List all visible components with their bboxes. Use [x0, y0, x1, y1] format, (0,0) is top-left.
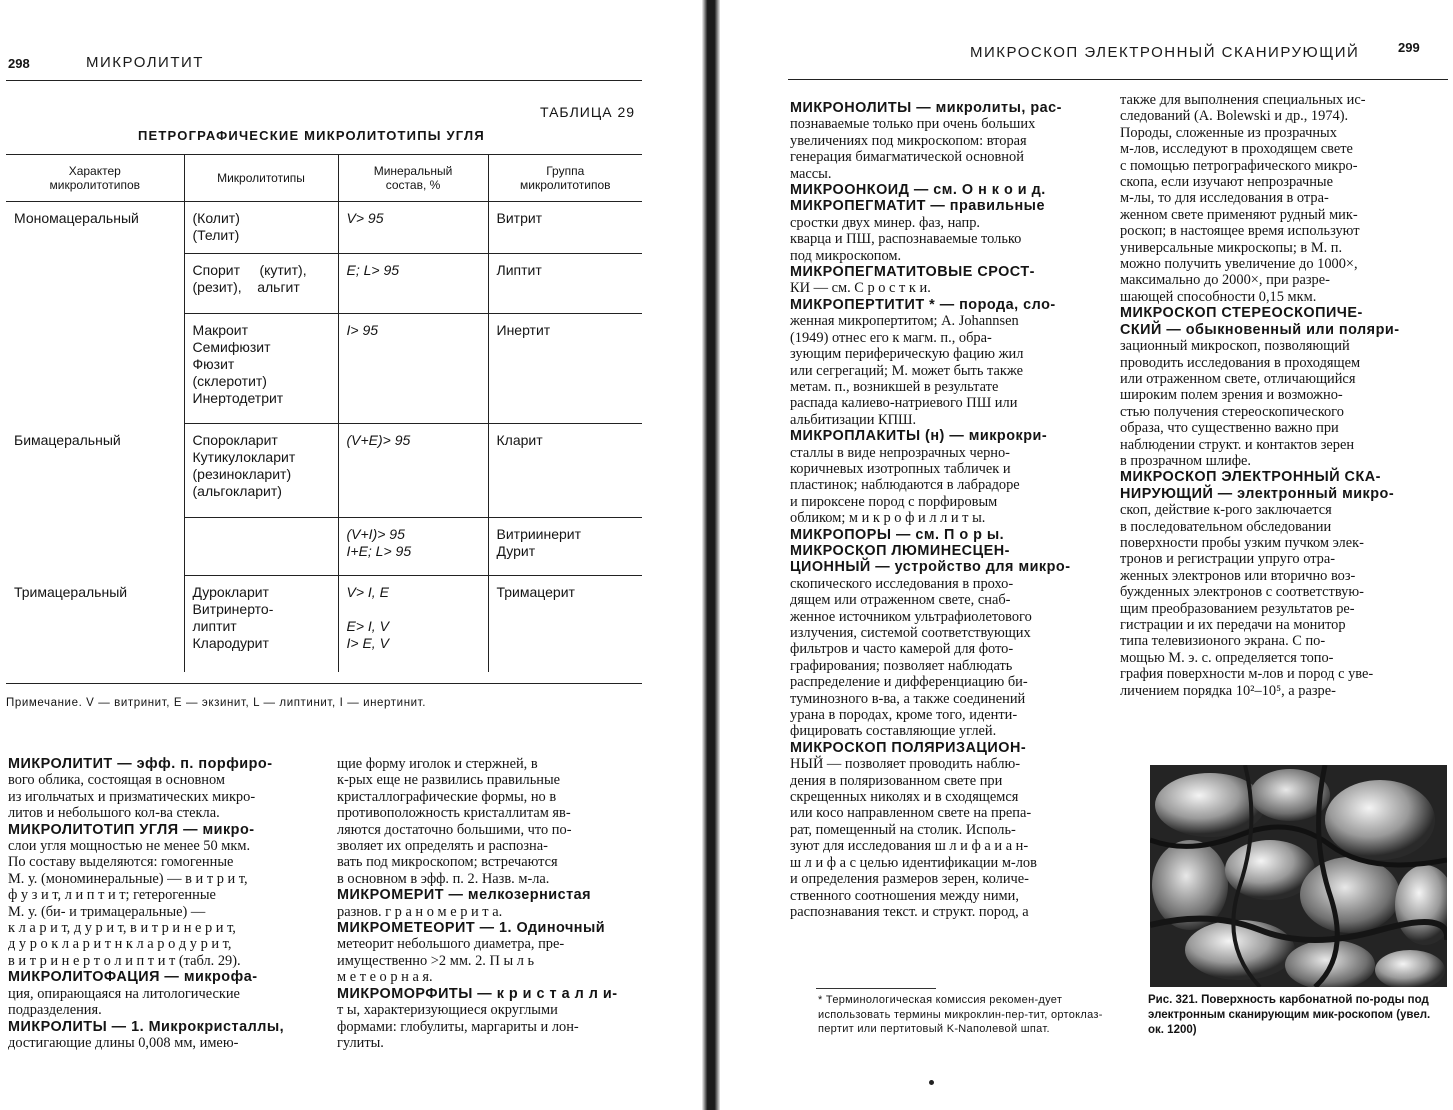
table-cell: (V+E)> 95	[338, 424, 488, 518]
table-cell: I> 95	[338, 314, 488, 424]
text-line: метеорит небольшого диаметра, пре-	[337, 936, 565, 953]
text-line: сростки двух минер. фаз, напр.	[790, 214, 980, 231]
text-line: МИКРОПЕГМАТИТ — правильные	[790, 198, 1045, 215]
table-cell: Мономацеральный	[14, 210, 139, 226]
text-line: образа, что существенно важно при	[1120, 420, 1339, 437]
text-line: ляются достаточно большими, что по-	[337, 821, 572, 838]
text-line: зующим периферическую фацию жил	[790, 346, 1024, 363]
text-line: генерация бимагматической основной	[790, 149, 1024, 166]
footnote	[818, 993, 1124, 1037]
left-text-column-2	[337, 756, 642, 1051]
text-line: ш л и ф а с целью идентификации м-лов	[790, 854, 1037, 871]
text-line: МИКРОСКОП ЭЛЕКТРОННЫЙ СКА-	[1120, 469, 1381, 486]
text-line: Породы, сложенные из прозрачных	[1120, 124, 1337, 141]
table-row	[6, 576, 642, 672]
text-line: скопа, если изучают непрозрачные	[1120, 174, 1333, 191]
text-line: максимально до 2000×, при разре-	[1120, 272, 1330, 289]
text-line: стью получения стереоскопического	[1120, 403, 1344, 420]
table-header: Группа микролитотипов	[488, 155, 642, 202]
text-line: распределение и дифференциацию би-	[790, 674, 1028, 691]
text-line: или косо направленном свете на препа-	[790, 805, 1032, 822]
text-line: НЫЙ — позволяет проводить наблю-	[790, 756, 1021, 773]
text-line: фицировать составляющие углей.	[790, 723, 997, 740]
table-cell: (V+I)> 95 I+E; L> 95	[338, 518, 488, 576]
text-line: в прозрачном шлифе.	[1120, 452, 1252, 469]
text-line: МИКРОМОРФИТЫ — к р и с т а л л и-	[337, 985, 618, 1002]
text-line: под микроскопом.	[790, 247, 902, 264]
text-line: широким полем зрения и возможно-	[1120, 387, 1343, 404]
table-bottom-rule	[6, 683, 642, 684]
text-line: графирования; позволяет наблюдать	[790, 657, 1013, 674]
table-cell: Макроит Семифюзит Фюзит (склеротит) Инертодетрит	[184, 314, 338, 424]
table-cell: (Колит) (Телит)	[184, 202, 338, 254]
text-line: МИКРОСКОП ПОЛЯРИЗАЦИОН-	[790, 739, 1027, 756]
running-head: МИКРОСКОП ЭЛЕКТРОННЫЙ СКАНИРУЮЩИЙ	[970, 44, 1360, 61]
table-cell: V> 95	[338, 202, 488, 254]
sem-micrograph-photo	[1150, 765, 1447, 987]
text-line: ственного соотношения между ними,	[790, 887, 1019, 904]
text-line: ЦИОННЫЙ — устройство для микро-	[790, 559, 1071, 576]
text-line: с помощью петрографического микро-	[1120, 157, 1358, 174]
table-row	[6, 254, 642, 314]
table-cell: Бимацеральный	[14, 431, 121, 448]
text-line: слои угля мощностью не менее 50 мкм.	[8, 838, 251, 855]
table-cell: Липтит	[488, 254, 642, 314]
table-cell: Витрит	[488, 202, 642, 254]
text-line: графия поверхности м-лов и пород с уве-	[1120, 666, 1374, 683]
table-cell	[6, 314, 184, 424]
text-line: т ы, характеризующиеся округлыми	[337, 1002, 558, 1019]
text-line: НИРУЮЩИЙ — электронный микро-	[1120, 485, 1395, 502]
text-line: МИКРОЛИТЫ — 1. Микрокристаллы,	[8, 1018, 285, 1035]
text-line: распада калиево-натриевого ПШ или	[790, 395, 1018, 412]
text-line: женном свете применяют рудный мик-	[1120, 206, 1358, 223]
text-line: в последовательном обследовании	[1120, 518, 1332, 535]
text-line: (1949) отнес его к магм. п., обра-	[790, 329, 992, 346]
text-line: формами: глобулиты, маргариты и лон-	[337, 1018, 579, 1035]
figure-caption	[1148, 993, 1448, 1038]
right-text-column-2	[1120, 92, 1446, 699]
text-line: МИКРОПОРЫ — см. П о р ы.	[790, 526, 1005, 543]
table-row	[6, 314, 642, 424]
book-spine	[702, 0, 720, 1110]
text-line: роскопом (увел. ок. 1200)	[1148, 1009, 1431, 1036]
text-line: М. у. (мономинеральные) — в и т р и т,	[8, 870, 248, 887]
text-line: МИКРОСКОП ЛЮМИНЕСЦЕН-	[790, 542, 1010, 559]
text-line: тронов и регистрации упруго отра-	[1120, 551, 1336, 568]
text-line: зуют для исследования ш л и ф а и а н-	[790, 838, 1029, 855]
text-line: роскоп; в настоящее время используют	[1120, 223, 1360, 240]
text-line: подразделения.	[8, 1002, 102, 1019]
text-line: скоп, действие к-рого заключается	[1120, 502, 1332, 519]
text-line: вого облика, состоящая в основном	[8, 772, 226, 789]
text-line: сталлы в виде непрозрачных черно-	[790, 444, 1010, 461]
text-line: МИКРОПЛАКИТЫ (н) — микрокри-	[790, 428, 1048, 445]
microlithotype-table	[6, 154, 642, 672]
text-line: зационный микроскоп, позволяющий	[1120, 338, 1350, 355]
text-line: в основном в эфф. п. 2. Назв. м-ла.	[337, 870, 550, 887]
text-line: обликом; м и к р о ф и л л и т ы.	[790, 510, 986, 527]
text-line: м-лы, то для исследования в отра-	[1120, 190, 1329, 207]
text-line: д у р о к л а р и т н к л а р о д у р и т,	[8, 936, 232, 953]
text-line: достигающие длины 0,008 мм, имею-	[8, 1034, 239, 1051]
text-line: литов и небольшого кол-ва стекла.	[8, 805, 220, 822]
table-cell	[6, 254, 184, 314]
left-text-column-1	[8, 756, 313, 1051]
text-line: МИКРОСКОП СТЕРЕОСКОПИЧЕ-	[1120, 305, 1363, 322]
text-line: из игольчатых и призматических микро-	[8, 788, 256, 805]
text-line: щие форму иголок и стержней, в	[337, 756, 538, 772]
text-line: КИ — см. С р о с т к и.	[790, 280, 931, 297]
text-line: проводить исследования в проходящем	[1120, 354, 1361, 371]
text-line: По составу выделяются: гомогенные	[8, 854, 234, 871]
text-line: и пироксене пород с порфировым	[790, 493, 998, 510]
text-line: дящем или отраженном свете, снаб-	[790, 592, 1011, 609]
text-line: дует использовать термины микроклин-пер-	[818, 994, 1063, 1021]
text-line: бужденных электронов с соответствую-	[1120, 584, 1364, 601]
left-page	[0, 0, 700, 1110]
text-line: туминозного в-ва, а также соединений	[790, 690, 1026, 707]
table-cell: V> I, E E> I, V I> E, V	[338, 576, 488, 672]
table-cell	[184, 518, 338, 576]
page-number: 299	[1398, 40, 1420, 55]
text-line: метам. п., возникшей в результате	[790, 378, 999, 395]
table-cell: Кларит	[488, 424, 642, 518]
text-line: полевой шпат.	[972, 1023, 1050, 1036]
text-line: СКИЙ — обыкновенный или поляри-	[1120, 321, 1400, 338]
text-line: скрещенных николях и в сходящемся	[790, 789, 1019, 806]
text-line: к л а р и т, д у р и т, в и т р и н е р и т,	[8, 920, 236, 937]
text-line: массы.	[790, 165, 832, 182]
text-line: тит, ортоклаз-пертит или пертитовый K-Na	[818, 1008, 1103, 1036]
table-header: Микролитотипы	[184, 155, 338, 202]
table-note: Примечание. V — витринит, E — экзинит, L — липтинит, I — инертинит.	[6, 697, 427, 709]
text-line: коричневых изотропных табличек и	[790, 460, 1011, 477]
text-line: гистрации и их передачи на монитор	[1120, 617, 1346, 633]
text-line: разнов. г р а н о м е р и т а.	[337, 903, 503, 920]
text-line: зволяет их определять и распозна-	[337, 838, 548, 855]
text-line: или сегрегаций; М. может быть также	[790, 362, 1023, 379]
text-line: женное источником ультрафиолетового	[790, 608, 1032, 625]
text-line: скопического исследования в прохо-	[790, 575, 1014, 592]
table-row	[6, 518, 642, 576]
text-line: роды под электронным сканирующим мик-	[1148, 994, 1429, 1021]
text-line: распознавания текст. и структ. пород, а	[790, 903, 1029, 920]
footnote-rule	[816, 988, 936, 989]
text-line: МИКРОНОЛИТЫ — микролиты, рас-	[790, 100, 1062, 116]
text-line: женных электронов или вторично воз-	[1120, 567, 1356, 584]
text-line: кристаллографические формы, но в	[337, 788, 557, 805]
text-line: также для выполнения специальных ис-	[1120, 92, 1366, 108]
right-text-column-1	[790, 100, 1108, 920]
text-line: Рис. 321. Поверхность карбонатной по-	[1148, 994, 1374, 1006]
table-row	[6, 202, 642, 254]
text-line: излучения, системой соответствующих	[790, 625, 1031, 641]
text-line: дения в поляризованном свете при	[790, 772, 1003, 789]
text-line: противоположность кристаллитам яв-	[337, 805, 571, 822]
text-line: шающей способности 0,15 мкм.	[1120, 288, 1317, 305]
running-head: МИКРОЛИТИТ	[86, 54, 204, 71]
text-line: МИКРОПЕГМАТИТОВЫЕ СРОСТ-	[790, 264, 1035, 281]
text-line: МИКРОМЕТЕОРИТ — 1. Одиночный	[337, 920, 606, 937]
text-line: М. у. (би- и тримацеральные) —	[8, 903, 206, 920]
table-cell: Инертит	[488, 314, 642, 424]
text-line: к-рых еще не развились правильные	[337, 772, 561, 789]
text-line: ция, опирающаяся на литологические	[8, 985, 240, 1002]
text-line: МИКРОМЕРИТ — мелкозернистая	[337, 887, 592, 904]
table-cell	[6, 518, 184, 576]
text-line: щим преобразованием результатов ре-	[1120, 600, 1355, 617]
text-line: в и т р и н е р т о л и п т и т (табл. 29).	[8, 952, 241, 969]
text-line: мощью М. э. с. определяется топо-	[1120, 649, 1334, 666]
text-line: МИКРОЛИТОТИП УГЛЯ — микро-	[8, 821, 255, 838]
text-line: универсальные микроскопы; в М. п.	[1120, 239, 1343, 256]
text-line: пластинок; наблюдаются в лабрадоре	[790, 477, 1020, 494]
text-line: гулиты.	[337, 1034, 384, 1051]
text-line: следований (A. Bolewski и др., 1974).	[1120, 108, 1349, 125]
text-line: вать под микроскопом; встречаются	[337, 854, 558, 871]
text-line: познаваемые только при очень больших	[790, 116, 1036, 133]
text-line: * Терминологическая комиссия рекомен-	[818, 994, 1039, 1006]
text-line: м-лов, исследуют в проходящем свете	[1120, 141, 1353, 158]
table-cell: Спорокларит Кутикулокларит (резинокларит) (альгокларит)	[184, 424, 338, 518]
table-cell: Спорит (кутит), (резит), альгит	[184, 254, 338, 314]
text-line: имущественно >2 мм. 2. П ы л ь	[337, 952, 535, 969]
text-line: фильтров и часто камерой для фото-	[790, 641, 1014, 658]
table-header: Минеральный состав, %	[338, 155, 488, 202]
text-line: увеличениях под микроскопом: вторая	[790, 132, 1027, 149]
table-label: ТАБЛИЦА 29	[540, 104, 636, 120]
text-line: рат, помещенный на столик. Исполь-	[790, 821, 1016, 838]
table-cell: Витриинерит Дурит	[488, 518, 642, 576]
text-line: МИКРОПЕРТИТИТ * — порода, сло-	[790, 296, 1056, 313]
text-line: типа телевизионого экрана. С по-	[1120, 633, 1326, 650]
text-line: ф у з и т, л и п т и т; гетерогенные	[8, 887, 216, 904]
table-title: ПЕТРОГРАФИЧЕСКИЕ МИКРОЛИТОТИПЫ УГЛЯ	[138, 128, 485, 143]
header-rule	[788, 79, 1448, 80]
table-header: Характер микролитотипов	[6, 155, 184, 202]
text-line: женная микропертитом; A. Johannsen	[790, 313, 1019, 330]
table-cell: Тримацеральный	[14, 583, 128, 600]
table-cell: Тримацерит	[488, 576, 642, 672]
text-line: и определения размеров зерен, количе-	[790, 871, 1029, 888]
page-dot	[929, 1080, 934, 1085]
text-line: МИКРООНКОИД — см. О н к о и д.	[790, 182, 1046, 199]
text-line: МИКРОЛИТИТ — эфф. п. порфиро-	[8, 756, 273, 772]
text-line: м е т е о р н а я.	[337, 969, 433, 986]
text-line: наблюдении структ. и контактов зерен	[1120, 436, 1355, 453]
text-line: МИКРОЛИТОФАЦИЯ — микрофа-	[8, 969, 258, 986]
text-line: поверхности пробы узким пучком элек-	[1120, 534, 1364, 551]
text-line: можно получить увеличение до 1000×,	[1120, 256, 1358, 273]
header-rule	[6, 80, 642, 81]
page-number: 298	[8, 56, 30, 71]
table-row	[6, 424, 642, 518]
table-cell: E; L> 95	[338, 254, 488, 314]
text-line: кварца и ПШ, распознаваемые только	[790, 231, 1022, 248]
text-line: урана в породах, кроме того, иденти-	[790, 707, 1018, 724]
text-line: или отраженном свете, отличающийся	[1120, 370, 1356, 387]
table-cell: Дурокларит Витринерто- липтит Клародурит	[184, 576, 338, 672]
text-line: личением порядка 10²–10⁵, а разре-	[1120, 682, 1336, 699]
text-line: альбитизации КПШ.	[790, 411, 917, 428]
